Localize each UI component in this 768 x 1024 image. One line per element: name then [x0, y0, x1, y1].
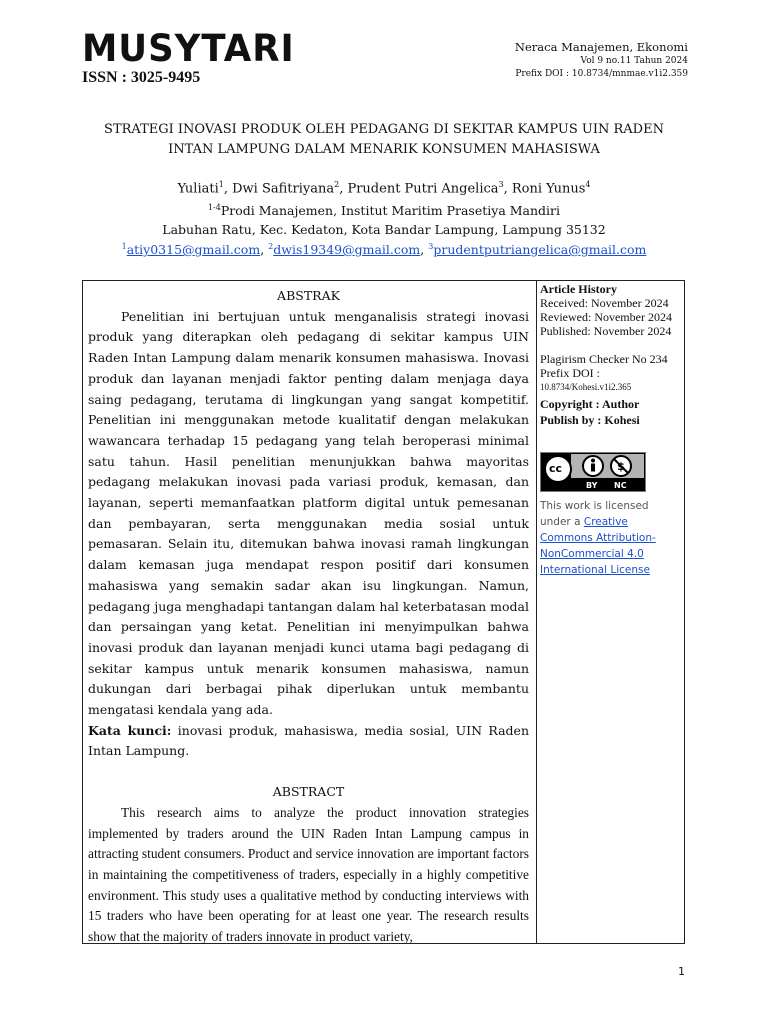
journal-logo: MUSYTARI	[82, 27, 295, 70]
abstract-heading: ABSTRACT	[272, 784, 345, 800]
journal-name: Neraca Manajemen, Ekonomi	[514, 40, 688, 54]
email-sup: 2	[268, 242, 274, 251]
paper-title	[82, 120, 686, 160]
author-name: Prudent Putri Angelica	[347, 181, 499, 197]
affiliation	[82, 203, 686, 218]
affiliation-sup: 1-4	[207, 203, 221, 212]
author-sup: 4	[585, 180, 591, 189]
abstrak-body: Penelitian ini bertujuan untuk menganalisis strategi inovasi produk yang diterapkan oleh pedagang di sekitar kampus UIN Raden Intan Lampung dalam menarik konsumen mahasiswa. Inovasi produk dan layanan menjadi faktor penting dalam menjaga daya saing pedagang, terutama di lingkungan yang sangat kompetitif. Penelitian ini menggunakan metode kualitatif dengan melakukan wawancara terhadap 15 pedagang yang telah beroperasi minimal satu tahun. Hasil penelitian menunjukkan bahwa mayoritas pedagang melakukan inovasi pada variasi produk, kemasan, dan layanan, seperti memanfaatkan platform digital untuk pemesanan dan pembayaran, serta menggunakan media sosial untuk pemasaran. Selain itu, ditemukan bahwa inovasi ramah lingkungan dalam kemasan juga mendapat respon positif dari konsumen mahasiswa yang semakin sadar akan isu lingkungan. Namun, pedagang juga menghadapi tantangan dalam hal keterbatasan modal dan persaingan yang ketat. Penelitian ini menyimpulkan bahwa inovasi produk dan layanan menjadi kunci utama bagi pedagang di sekitar kampus untuk menarik konsumen mahasiswa, namun dukungan dari berbagai pihak diperlukan untuk membantu mengatasi kendala yang ada.	[88, 308, 529, 718]
column-divider	[536, 280, 537, 944]
author-name: Roni Yunus	[511, 181, 586, 197]
page-number: 1	[678, 965, 685, 978]
email-link[interactable]: prudentputriangelica@gmail.com	[433, 242, 647, 258]
journal-prefix-doi: Prefix DOI : 10.8734/mnmae.v1i2.359	[515, 69, 688, 79]
article-history-label: Article History	[540, 282, 617, 296]
title-line-2: INTAN LAMPUNG DALAM MENARIK KONSUMEN MAHASISWA	[168, 142, 600, 157]
journal-volume: Vol 9 no.11 Tahun 2024	[580, 56, 688, 66]
author-sup: 3	[498, 180, 504, 189]
issn: ISSN : 3025-9495	[82, 69, 201, 86]
author-name: Dwi Safitriyana	[232, 181, 335, 197]
copyright: Copyright : Author	[540, 397, 640, 411]
author-list: Yuliati$^1$, Dwi Safitriyana$^2$, Prudent Putri Angelica$^3$, Roni Yunus$^4$	[177, 180, 591, 197]
author-sup: 1	[218, 180, 224, 189]
abstract-column	[88, 286, 529, 948]
email-link[interactable]: atiy0315@gmail.com	[126, 242, 261, 258]
received-date: Received: November 2024	[540, 296, 669, 310]
cc-badge-nc: NC	[614, 481, 627, 490]
cc-license-badge[interactable]	[540, 452, 646, 492]
plagiarism-checker: Plagirism Checker No 234	[540, 352, 668, 366]
email-link[interactable]: dwis19349@gmail.com	[273, 242, 421, 258]
license-text	[540, 498, 680, 578]
abstrak-heading: ABSTRAK	[277, 288, 340, 303]
license-prefix: This work is licensed under a	[540, 500, 649, 528]
cc-badge-by: BY	[586, 481, 598, 490]
author-name: Yuliati	[177, 181, 219, 197]
keywords	[88, 721, 529, 762]
email-sup: 3	[428, 242, 434, 251]
cc-badge-cc: cc	[549, 462, 563, 475]
keywords-text: inovasi produk, mahasiswa, media sosial, UIN Raden Intan Lampung.	[88, 722, 530, 759]
published-date: Published: November 2024	[540, 324, 672, 338]
license-link[interactable]: Creative Commons Attribution-NonCommercial 4.0 International License	[540, 516, 656, 576]
title-line-1: STRATEGI INOVASI PRODUK OLEH PEDAGANG DI SEKITAR KAMPUS UIN RADEN	[104, 122, 664, 137]
publisher: Publish by : Kohesi	[540, 413, 640, 427]
abstract-body: This research aims to analyze the product innovation strategies implemented by traders around the UIN Raden Intan Lampung campus in attracting student consumers. Product and service innovation are important factors in maintaining the competitiveness of traders, especially in a highly competitive environment. This study uses a qualitative method by conducting interviews with 15 traders who have been operating for at least one year. The research results show that the majority of traders innovate in product variety,	[88, 804, 530, 945]
reviewed-date: Reviewed: November 2024	[540, 310, 672, 324]
prefix-doi-label: Prefix DOI :	[540, 366, 600, 380]
affiliation-text: Prodi Manajemen, Institut Maritim Prasetiya Mandiri	[220, 203, 561, 219]
author-sup: 2	[334, 180, 340, 189]
article-info-sidebar	[540, 282, 680, 578]
email-list: $^1$atiy0315@gmail.com, $^2$dwis19349@gmail.com, $^3$prudentputriangelica@gmail.com	[121, 242, 647, 258]
keywords-label: Kata kunci:	[88, 722, 172, 738]
address: Labuhan Ratu, Kec. Kedaton, Kota Bandar Lampung, Lampung 35132	[162, 222, 606, 237]
email-sup: 1	[121, 242, 127, 251]
prefix-doi-value: 10.8734/Kohesi.v1i2.365	[540, 382, 632, 392]
svg-text:$: $	[617, 460, 625, 473]
